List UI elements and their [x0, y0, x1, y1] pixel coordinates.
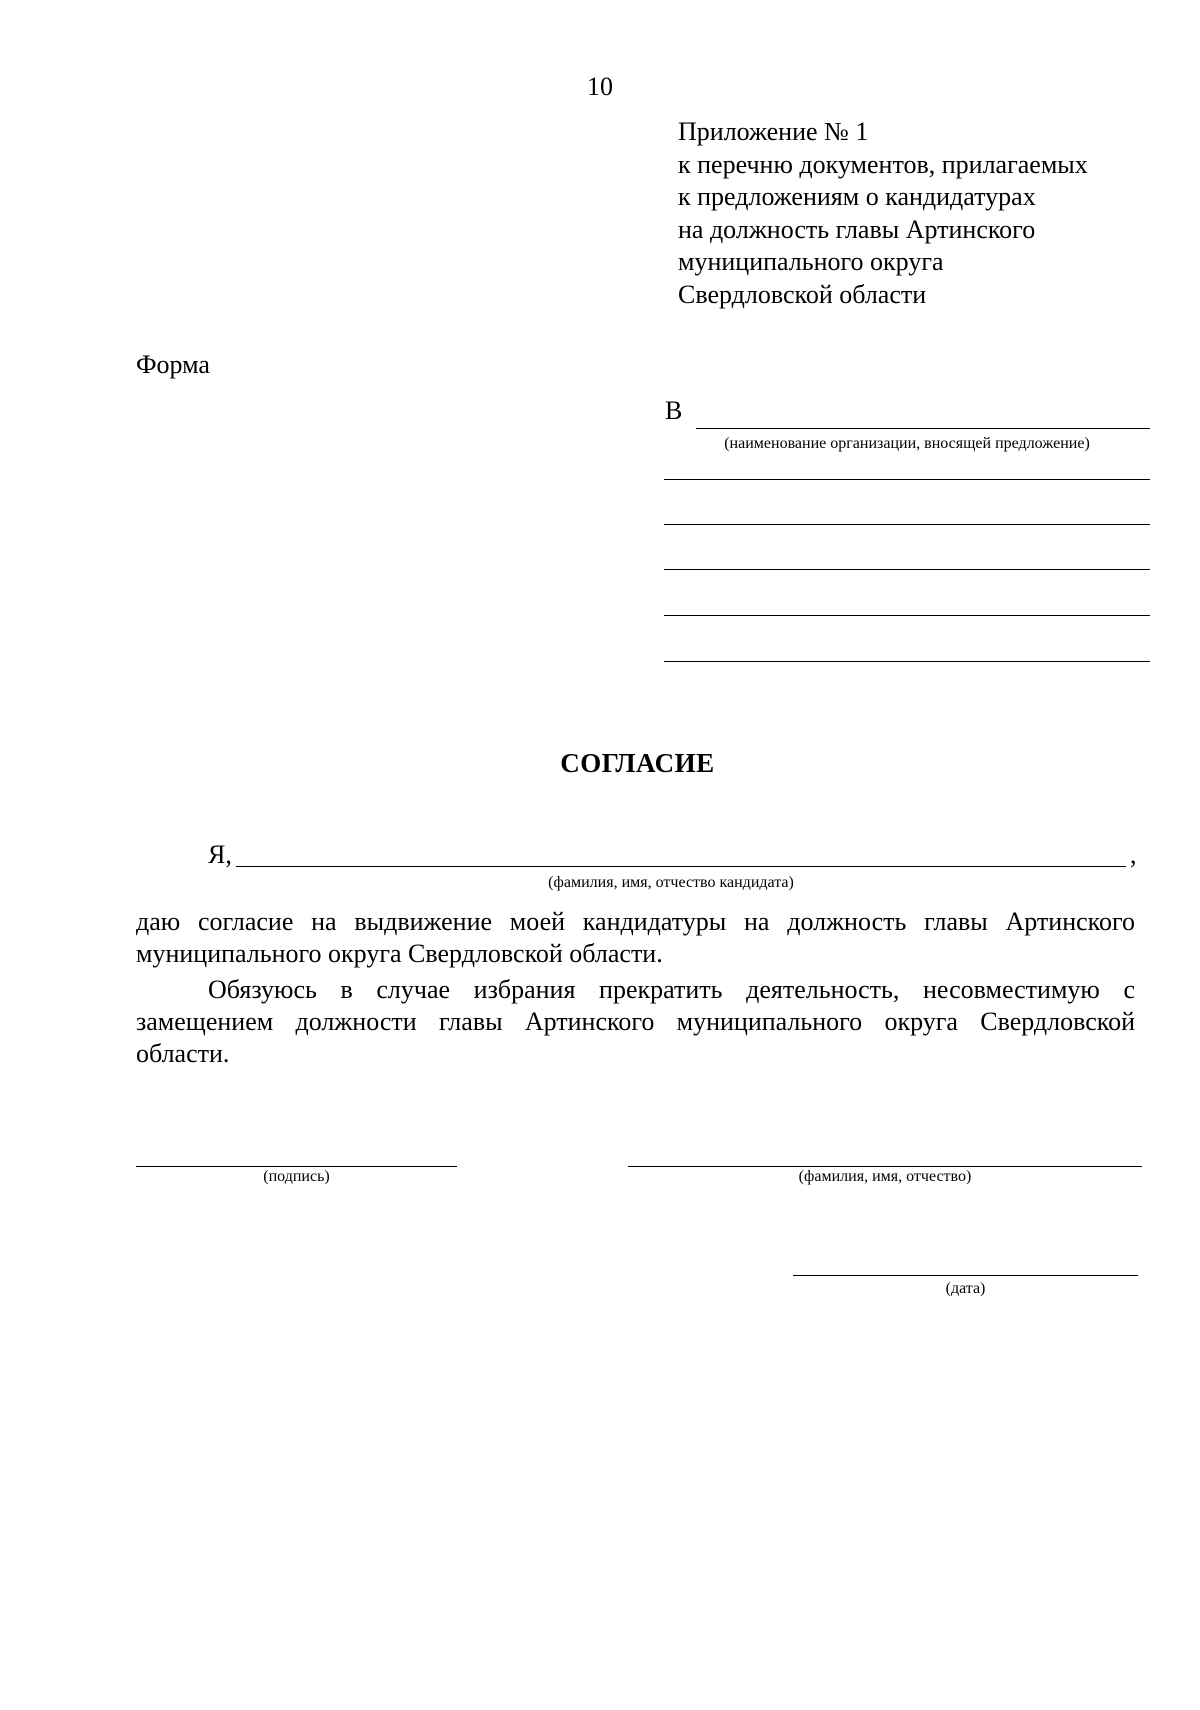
document-title: СОГЛАСИЕ	[560, 748, 715, 778]
address-field-line[interactable]	[664, 524, 1150, 525]
address-field-line[interactable]	[664, 479, 1150, 480]
signature-caption: (подпись)	[263, 1168, 330, 1185]
consent-paragraph: даю согласие на выдвижение моей кандидатуры на должность главы Артинского муниципального округа Свердловской области.	[136, 907, 1135, 968]
appendix-line: муниципального округа	[678, 247, 944, 276]
address-field-line[interactable]	[664, 615, 1150, 616]
page-number: 10	[587, 72, 613, 101]
form-label: Форма	[136, 350, 210, 379]
date-line[interactable]	[793, 1275, 1138, 1276]
appendix-line: Свердловской области	[678, 279, 927, 309]
address-prefix: В	[665, 396, 683, 425]
candidate-suffix: ,	[1130, 840, 1137, 869]
obligation-paragraph: Обязуюсь в случае избрания прекратить деятельность, несовместимую с замещением должности главы Артинского муниципального округа Свердловской области.	[136, 975, 1135, 1068]
signature-line[interactable]	[136, 1166, 457, 1167]
candidate-caption: (фамилия, имя, отчество кандидата)	[548, 874, 794, 891]
appendix-line: на должность главы Артинского	[678, 214, 1036, 244]
date-caption: (дата)	[945, 1280, 986, 1297]
candidate-name-line[interactable]	[236, 866, 1126, 867]
address-field-line[interactable]	[664, 661, 1150, 662]
address-field-line[interactable]	[696, 428, 1150, 429]
appendix-line: к перечню документов, прилагаемых	[678, 149, 1088, 179]
appendix-header	[678, 116, 1088, 311]
address-caption: (наименование организации, вносящей предложение)	[724, 435, 1090, 452]
candidate-prefix: Я,	[208, 840, 232, 869]
full-name-line[interactable]	[628, 1166, 1142, 1167]
full-name-caption: (фамилия, имя, отчество)	[798, 1168, 972, 1185]
appendix-line: Приложение № 1	[678, 117, 869, 146]
address-field-line[interactable]	[664, 569, 1150, 570]
appendix-line: к предложениям о кандидатурах	[678, 182, 1036, 211]
